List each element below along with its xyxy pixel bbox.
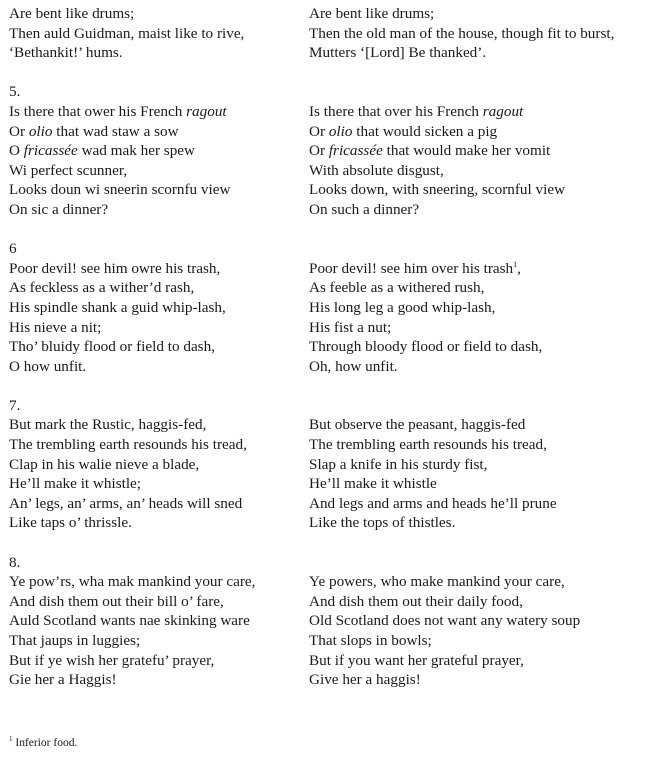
- stanza-number: 8.: [9, 553, 21, 571]
- verse-line: But mark the Rustic, haggis-fed,: [9, 416, 207, 434]
- verse-line: Like taps o’ thrissle.: [9, 514, 132, 532]
- left-intro: [9, 4, 299, 63]
- right-stanza-8: [309, 553, 644, 690]
- verse-line: Through bloody flood or field to dash,: [309, 338, 543, 356]
- left-stanza-5: [9, 82, 299, 219]
- verse-line: O fricassée wad mak her spew: [9, 142, 196, 160]
- verse-line: O how unfit.: [9, 357, 87, 375]
- right-stanza-6: [309, 239, 644, 376]
- verse-line: Are bent like drums;: [9, 5, 135, 22]
- scots-column: [9, 4, 299, 690]
- verse-line: That jaups in luggies;: [9, 632, 141, 649]
- verse-line: His fist a nut;: [309, 318, 392, 336]
- verse-line: His spindle shank a guid whip-lash,: [9, 298, 226, 316]
- footnote: [9, 736, 77, 750]
- english-column: [309, 4, 644, 690]
- verse-line: But observe the peasant, haggis-fed: [309, 416, 526, 434]
- verse-line: On sic a dinner?: [9, 200, 109, 218]
- footnote-text: Inferior food.: [12, 737, 78, 749]
- verse-line: But if ye wish her gratefu’ prayer,: [9, 651, 215, 669]
- verse-line: ‘Bethankit!’ hums.: [9, 44, 123, 62]
- left-stanza-8: [9, 553, 299, 690]
- footnote-mark: 1: [9, 735, 13, 743]
- left-stanza-6: [9, 239, 299, 376]
- verse-line: But if you want her grateful prayer,: [309, 651, 524, 669]
- left-stanza-7: [9, 396, 299, 533]
- verse-line: He’ll make it whistle;: [9, 475, 142, 493]
- verse-line: And dish them out their bill o’ fare,: [9, 592, 224, 610]
- stanza-number: 7.: [9, 396, 21, 414]
- verse-line: That slops in bowls;: [309, 632, 432, 649]
- verse-line: With absolute disgust,: [309, 161, 444, 179]
- verse-line: An’ legs, an’ arms, an’ heads will sned: [9, 494, 243, 512]
- verse-line: The trembling earth resounds his tread,: [9, 436, 247, 454]
- verse-line: Clap in his walie nieve a blade,: [9, 455, 200, 473]
- verse-line: As feeble as a withered rush,: [309, 279, 485, 297]
- verse-line: Poor devil! see him over his trash$^1$,: [309, 259, 521, 277]
- verse-line: Is there that over his French ragout: [309, 102, 524, 120]
- verse-line: Oh, how unfit.: [309, 357, 398, 375]
- verse-line: The trembling earth resounds his tread,: [309, 436, 547, 454]
- stanza-number: 6: [9, 240, 17, 258]
- verse-line: Auld Scotland wants nae skinking ware: [9, 612, 250, 630]
- verse-line: Like the tops of thistles.: [309, 514, 456, 532]
- right-intro: [309, 4, 644, 63]
- verse-line: Or olio that wad staw a sow: [9, 122, 179, 140]
- verse-line: Then auld Guidman, maist like to rive,: [9, 24, 245, 42]
- verse-line: Then the old man of the house, though fit to burst,: [309, 24, 615, 42]
- right-stanza-7: [309, 396, 644, 533]
- verse-line: Slap a knife in his sturdy fist,: [309, 455, 488, 473]
- verse-line: His nieve a nit;: [9, 318, 102, 336]
- verse-line: Or olio that would sicken a pig: [309, 122, 498, 140]
- verse-line: He’ll make it whistle: [309, 475, 437, 493]
- verse-line: Ye powers, who make mankind your care,: [309, 573, 565, 591]
- verse-line: Mutters ‘[Lord] Be thanked’.: [309, 44, 487, 62]
- verse-line: And legs and arms and heads he’ll prune: [309, 494, 557, 512]
- verse-line: And dish them out their daily food,: [309, 592, 523, 610]
- verse-line: As feckless as a wither’d rash,: [9, 279, 195, 297]
- verse-line: Old Scotland does not want any watery soup: [309, 612, 581, 630]
- stanza-number: 5.: [9, 83, 21, 101]
- verse-line: His long leg a good whip-lash,: [309, 298, 496, 316]
- verse-line: Wi perfect scunner,: [9, 161, 128, 179]
- verse-line: Are bent like drums;: [309, 5, 435, 22]
- verse-line: Tho’ bluidy flood or field to dash,: [9, 338, 215, 356]
- verse-line: Poor devil! see him owre his trash,: [9, 259, 221, 277]
- verse-line: Or fricassée that would make her vomit: [309, 142, 551, 160]
- verse-line: Is there that ower his French ragout: [9, 102, 227, 120]
- verse-line: Gie her a Haggis!: [9, 671, 117, 689]
- verse-line: Looks doun wi sneerin scornfu view: [9, 181, 231, 199]
- verse-line: Looks down, with sneering, scornful view: [309, 181, 566, 199]
- right-stanza-5: [309, 82, 644, 219]
- verse-line: On such a dinner?: [309, 200, 420, 218]
- footnote-ref: 1: [513, 259, 518, 269]
- verse-line: Give her a haggis!: [309, 671, 421, 689]
- verse-line: Ye pow’rs, wha mak mankind your care,: [9, 573, 256, 591]
